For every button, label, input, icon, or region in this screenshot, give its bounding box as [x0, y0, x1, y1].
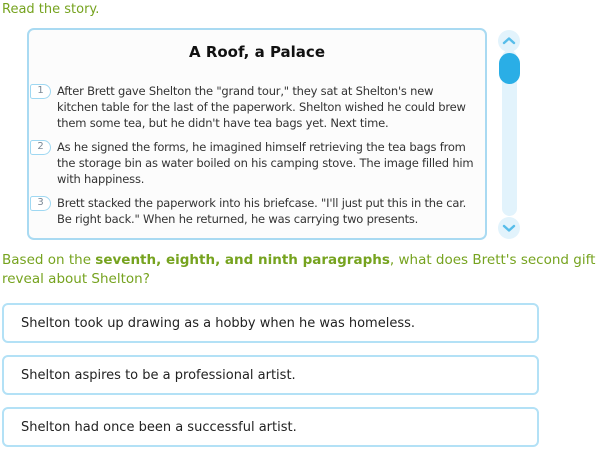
answer-option-label: Shelton took up drawing as a hobby when he was homeless.	[21, 315, 415, 331]
story-paragraph	[29, 195, 477, 227]
story-paragraph	[29, 139, 477, 187]
question-prefix: Based on the	[2, 252, 96, 268]
paragraph-number-badge: 1	[30, 84, 51, 99]
story-panel	[27, 28, 487, 240]
paragraph-text: As he signed the forms, he imagined himself retrieving the tea bags from the storage bin as water boiled on his camping stove. The image filled him with happiness.	[57, 140, 474, 186]
paragraph-number-badge: 2	[30, 140, 51, 155]
story-title: A Roof, a Palace	[188, 43, 325, 61]
story-paragraph	[29, 83, 477, 131]
question-bold-phrase: seventh, eighth, and ninth paragraphs	[95, 252, 390, 268]
answer-option-label: Shelton aspires to be a professional artist.	[21, 367, 296, 383]
question-text	[2, 251, 598, 289]
paragraph-text: After Brett gave Shelton the "grand tour," they sat at Shelton's new kitchen table for the last of the paperwork. Shelton wished he could brew them some tea, but he didn't have tea bags yet. Next time.	[57, 84, 466, 130]
paragraph-number-badge: 3	[30, 196, 51, 211]
paragraph-text: Brett stacked the paperwork into his briefcase. "I'll just put this in the car. Be right back." When he returned, he was carrying two presents.	[57, 196, 467, 226]
instruction-text: Read the story.	[2, 2, 100, 17]
chevron-down-icon	[502, 223, 516, 233]
scroll-up-button[interactable]	[498, 30, 520, 52]
answer-option[interactable]	[2, 355, 539, 395]
chevron-up-icon	[502, 36, 516, 46]
story-paragraphs	[29, 83, 485, 227]
scroll-down-button[interactable]	[498, 217, 520, 239]
story-scrollbar	[497, 30, 522, 241]
question-suffix: , what does Brett's second gift reveal about Shelton?	[2, 252, 596, 287]
answer-option[interactable]	[2, 303, 539, 343]
answer-option-label: Shelton had once been a successful artist.	[21, 419, 297, 435]
scrollbar-thumb[interactable]	[499, 53, 520, 84]
answer-option[interactable]	[2, 407, 539, 447]
